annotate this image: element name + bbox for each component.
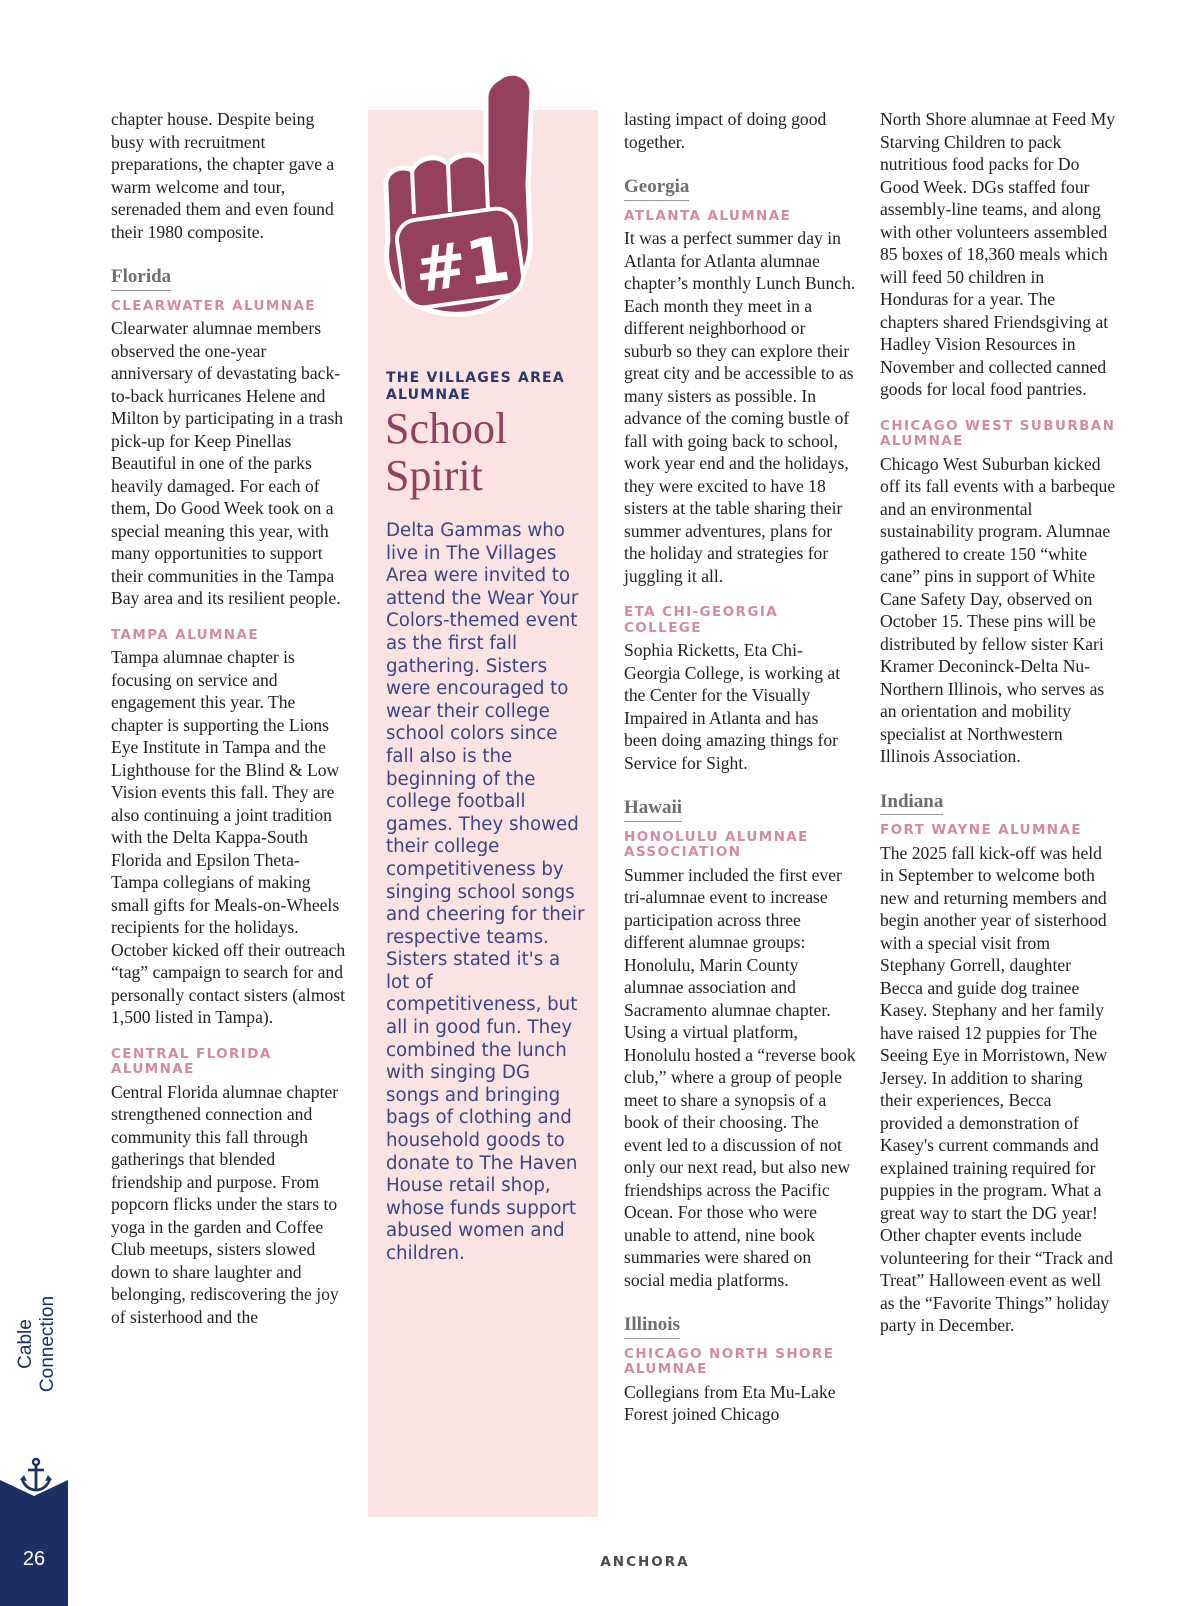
chapter-heading-eta-chi: ETA CHI-GEORGIA COLLEGE xyxy=(624,604,779,636)
column-1 xyxy=(111,108,347,1328)
state-heading-georgia: Georgia xyxy=(624,176,689,201)
sidebar-title-line-1: School xyxy=(385,404,508,453)
chapter-heading-honolulu: HONOLULU ALUMNAE ASSOCIATION xyxy=(624,828,809,860)
state-heading-hawaii: Hawaii xyxy=(624,797,682,822)
chapter-body-fort-wayne: The 2025 fall kick-off was held in September to welcome both new and returning members and begin another year of sisterhood with a special visit from Stephany Gorrell, daughter Becca and guide dog trainee Kasey. Stephany and her family have raised 12 puppies for The Seeing Eye in Morristown, New Jersey. In addition to sharing their experiences, Becca provided a demonstration of Kasey's current commands and explained training required for puppies in the program. What a great way to start the DG year! Other chapter events include volunteering for their “Track and Treat” Halloween event as well as the “Favorite Things” holiday party in December. xyxy=(880,842,1113,1335)
sidebar-kicker: THE VILLAGES AREA ALUMNAE xyxy=(386,370,565,403)
chapter-heading-atlanta: ATLANTA ALUMNAE xyxy=(624,207,792,224)
sidebar-body: Delta Gammas who live in The Villages Area were invited to attend the Wear Your Colors-themed event as the first fall gathering. Sisters were encouraged to wear their college school colors since fall also is the beginning of the college football games. They showed their college competitiveness by singing school songs and cheering for their respective teams. Sisters stated it's a lot of competitiveness, but all in good fun. They combined the lunch with singing DG songs and bringing bags of clothing and household goods to donate to The Haven House retail shop, whose funds support abused women and children. xyxy=(386,520,585,1264)
section-label: Cable Connection xyxy=(15,1295,58,1393)
chapter-body-chicago-west-suburban: Chicago West Suburban kicked off its fall events with a barbeque and an environmental sustainability program. Alumnae gathered to create 150 “white cane” pins in support of White Cane Safety Day, observed on October 15. These pins will be distributed by fellow sister Kari Kramer Deconinck-Delta Nu-Northern Illinois, who serves as an orientation and mobility specialist at Northwestern Illinois Association. xyxy=(880,453,1116,766)
chapter-body-eta-chi: Sophia Ricketts, Eta Chi-Georgia College, is working at the Center for the Visually Impaired in Atlanta and has been doing amazing things for Service for Sight. xyxy=(624,640,841,773)
page-number: 26 xyxy=(22,1548,46,1570)
paragraph-continued: chapter house. Despite being busy with recruitment preparations, the chapter gave a warm welcome and tour, serenaded them and even found their 1980 composite. xyxy=(111,109,335,242)
state-heading-indiana: Indiana xyxy=(880,791,943,816)
chapter-body-tampa: Tampa alumnae chapter is focusing on service and engagement this year. The chapter is supporting the Lions Eye Institute in Tampa and the Lighthouse for the Blind & Low Vision events this fall. They are also continuing a joint tradition with the Delta Kappa-South Florida and Epsilon Theta-Tampa collegians of making small gifts for Meals-on-Wheels recipients for the holidays. October kicked off their outreach “tag” campaign to search for and personally contact sisters (almost 1,500 listed in Tampa). xyxy=(111,647,346,1027)
chapter-body-honolulu: Summer included the first ever tri-alumnae event to increase participation across three different alumnae groups: Honolulu, Marin County alumnae association and Sacramento alumnae chapter. Using a virtual platform, Honolulu hosted a “reverse book club,” where a group of people meet to share a synopsis of a book of their choosing. The event led to a discussion of not only our next read, but also new friendships across the Pacific Ocean. For those who were unable to attend, nine book summaries were shared on social media platforms. xyxy=(624,864,856,1290)
state-heading-illinois: Illinois xyxy=(624,1314,680,1339)
chapter-heading-tampa: TAMPA ALUMNAE xyxy=(111,626,259,643)
state-heading-florida: Florida xyxy=(111,266,171,291)
paragraph-continued: North Shore alumnae at Feed My Starving Children to pack nutritious food packs for Do Good Week. DGs staffed four assembly-line teams, and along with other volunteers assembled 85 boxes of 18,360 meals which will feed 50 children in Honduras for a year. The chapters shared Friendsgiving at Hadley Vision Resources in November and collected canned goods for local food pantries. xyxy=(880,109,1116,399)
foam-finger-icon xyxy=(378,64,563,319)
chapter-heading-central-florida: CENTRAL FLORIDA ALUMNAE xyxy=(111,1045,272,1077)
chapter-heading-fort-wayne: FORT WAYNE ALUMNAE xyxy=(880,822,1082,838)
anchor-icon xyxy=(18,1457,54,1493)
chapter-heading-clearwater: CLEARWATER ALUMNAE xyxy=(111,297,316,314)
chapter-body-central-florida: Central Florida alumnae chapter strengthened connection and community this fall through gatherings that blended friendship and purpose. From popcorn flicks under the stars to yoga in the garden and Coffee Club meetups, sisters slowed down to share laughter and belonging, rediscovering the joy of sisterhood and the xyxy=(111,1081,339,1327)
chapter-heading-chicago-north-shore: CHICAGO NORTH SHORE ALUMNAE xyxy=(624,1345,835,1377)
page-number-tab xyxy=(0,1480,68,1606)
chapter-body-chicago-north-shore: Collegians from Eta Mu-Lake Forest joined Chicago xyxy=(624,1381,836,1424)
sidebar-title xyxy=(385,405,595,499)
badge-text: #1 xyxy=(409,221,515,308)
publication-footer: ANCHORA xyxy=(600,1554,690,1570)
sidebar-title-line-2: Spirit xyxy=(385,451,483,500)
column-3 xyxy=(624,108,856,1426)
column-4 xyxy=(880,108,1116,1337)
chapter-body-atlanta: It was a perfect summer day in Atlanta for Atlanta alumnae chapter’s monthly Lunch Bunch. Each month they meet in a different neighborhood or suburb so they can explore their great city and be accessible to as many sisters as possible. In advance of the coming bustle of fall with going back to school, work year end and the holidays, they were excited to have 18 sisters at the table sharing their summer adventures, plans for the holiday and strategies for juggling it all. xyxy=(624,228,856,586)
chapter-body-clearwater: Clearwater alumnae members observed the one-year anniversary of devastating back-to-back hurricanes Helene and Milton by participating in a trash pick-up for Keep Pinellas Beautiful in one of the parks heavily damaged. For each of them, Do Good Week took on a special meaning this year, with many opportunities to support their communities in the Tampa Bay area and its resilient people. xyxy=(111,318,344,608)
chapter-heading-chicago-west-suburban: CHICAGO WEST SUBURBAN ALUMNAE xyxy=(880,417,1116,449)
paragraph-continued: lasting impact of doing good together. xyxy=(624,109,827,152)
